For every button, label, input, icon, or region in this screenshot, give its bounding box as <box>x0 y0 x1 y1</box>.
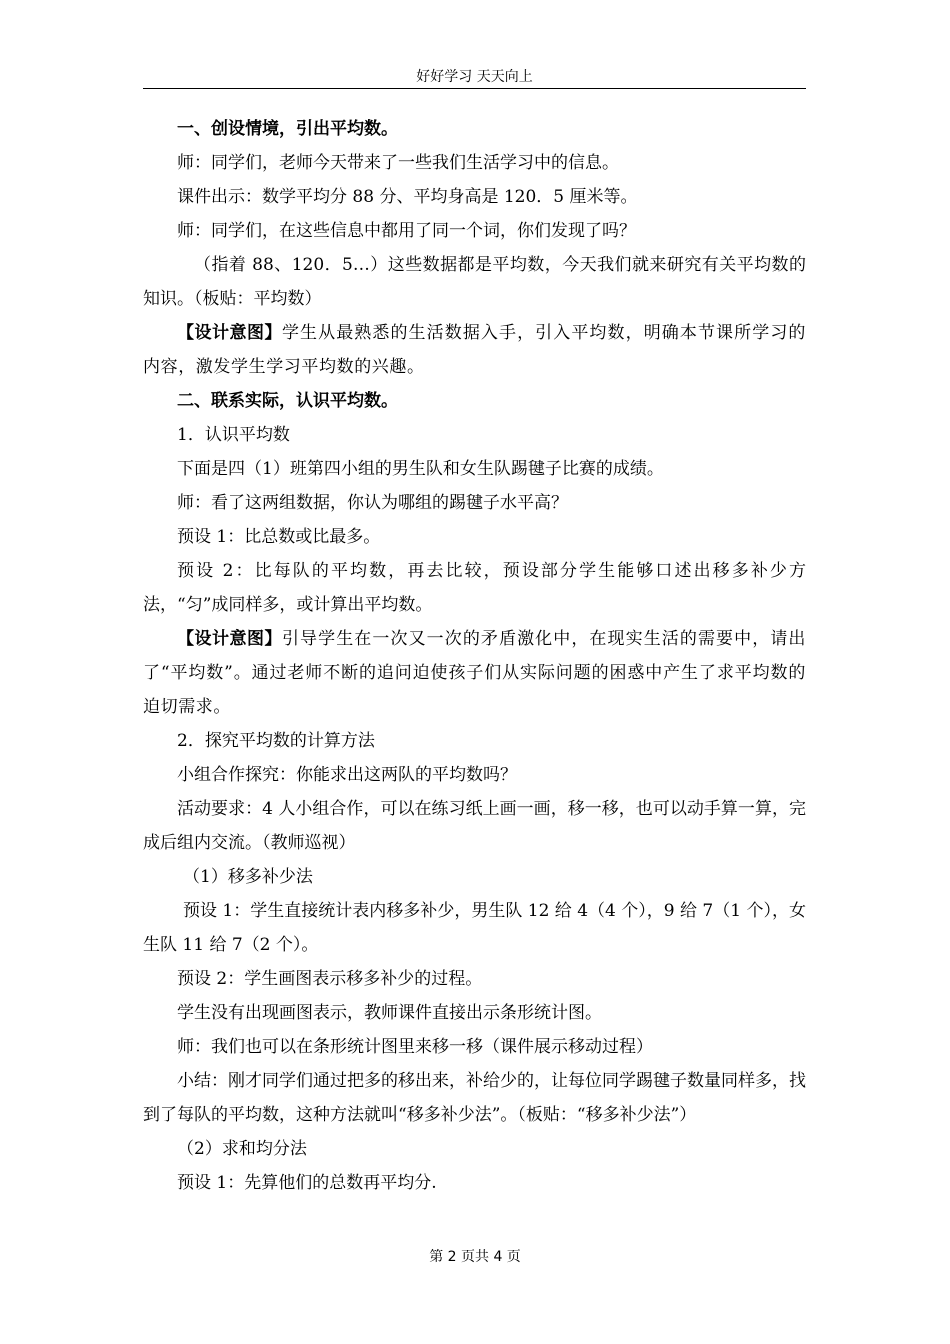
design-intent-paragraph <box>143 622 806 724</box>
paragraph <box>143 486 806 520</box>
page-footer <box>0 1246 950 1266</box>
paragraph-text: 小结：刚才同学们通过把多的移出来，补给少的，让每位同学踢毽子数量同样多，找到了每队的平均数，这种方法就叫“移多补少法”。（板贴：“移多补少法”） <box>143 1071 806 1125</box>
paragraph <box>143 1030 806 1064</box>
paragraph-text: 师：看了这两组数据，你认为哪组的踢毽子水平高？ <box>177 493 568 513</box>
paragraph <box>143 554 806 622</box>
paragraph <box>143 758 806 792</box>
paragraph-text: 师：我们也可以在条形统计图里来移一移（课件展示移动过程） <box>177 1037 653 1057</box>
paragraph-text: 小组合作探究：你能求出这两队的平均数吗？ <box>177 765 517 785</box>
paragraph <box>143 248 806 316</box>
paragraph-text: 课件出示：数学平均分 88 分、平均身高是 120．5 厘米等。 <box>177 187 638 207</box>
paragraph-text: 预设 1：学生直接统计表内移多补少，男生队 12 给 4（4 个），9 给 7（1 个），女生队 11 给 7（2 个）。 <box>143 901 806 955</box>
page-header <box>143 66 806 89</box>
paragraph <box>143 452 806 486</box>
paragraph <box>143 214 806 248</box>
page-number: 第 2 页共 4 页 <box>429 1249 521 1265</box>
design-intent-paragraph <box>143 316 806 384</box>
paragraph <box>143 520 806 554</box>
design-intent-tag: 【设计意图】 <box>177 629 282 649</box>
paragraph-text: 活动要求：4 人小组合作，可以在练习纸上画一画，移一移，也可以动手算一算，完成后组内交流。（教师巡视） <box>143 799 806 853</box>
paragraph <box>143 1166 806 1200</box>
paragraph-text: 一、创设情境，引出平均数。 <box>177 119 398 139</box>
paragraph-text: 2．探究平均数的计算方法 <box>177 731 375 751</box>
paragraph-text: （1）移多补少法 <box>183 867 313 887</box>
paragraph-text: 师：同学们，老师今天带来了一些我们生活学习中的信息。 <box>177 153 619 173</box>
paragraph-text: 引导学生在一次又一次的矛盾激化中，在现实生活的需要中，请出了“平均数”。通过老师不断的追问迫使孩子们从实际问题的困惑中产生了求平均数的迫切需求。 <box>143 629 807 717</box>
paragraph <box>143 724 806 758</box>
paragraph-text: 师：同学们，在这些信息中都用了同一个词，你们发现了吗？ <box>177 221 636 241</box>
paragraph <box>143 996 806 1030</box>
paragraph <box>143 894 806 962</box>
paragraph <box>143 146 806 180</box>
document-body <box>143 112 806 1200</box>
paragraph <box>143 860 806 894</box>
paragraph-text: 下面是四（1）班第四小组的男生队和女生队踢毽子比赛的成绩。 <box>177 459 664 479</box>
paragraph-text: （2）求和均分法 <box>177 1139 307 1159</box>
paragraph-text: （指着 88、120．5…）这些数据都是平均数，今天我们就来研究有关平均数的知识。（板贴：平均数） <box>143 255 806 309</box>
paragraph-text: 学生没有出现画图表示，教师课件直接出示条形统计图。 <box>177 1003 602 1023</box>
paragraph-text: 1．认识平均数 <box>177 425 290 445</box>
paragraph <box>143 180 806 214</box>
paragraph-text: 预设 1：比总数或比最多。 <box>177 527 381 547</box>
paragraph-text: 预设 2：比每队的平均数，再去比较，预设部分学生能够口述出移多补少方法，“匀”成同样多，或计算出平均数。 <box>143 561 806 615</box>
paragraph <box>143 1064 806 1132</box>
section-heading <box>143 112 806 146</box>
paragraph-text: 预设 2：学生画图表示移多补少的过程。 <box>177 969 483 989</box>
section-heading <box>143 384 806 418</box>
paragraph-text: 二、联系实际，认识平均数。 <box>177 391 398 411</box>
header-title: 好好学习 天天向上 <box>416 69 533 85</box>
paragraph-text: 预设 1：先算他们的总数再平均分. <box>177 1173 437 1193</box>
paragraph-text: 学生从最熟悉的生活数据入手，引入平均数，明确本节课所学习的内容，激发学生学习平均数的兴趣。 <box>143 323 807 377</box>
paragraph <box>143 1132 806 1166</box>
paragraph <box>143 962 806 996</box>
design-intent-tag: 【设计意图】 <box>177 323 282 343</box>
paragraph <box>143 418 806 452</box>
paragraph <box>143 792 806 860</box>
